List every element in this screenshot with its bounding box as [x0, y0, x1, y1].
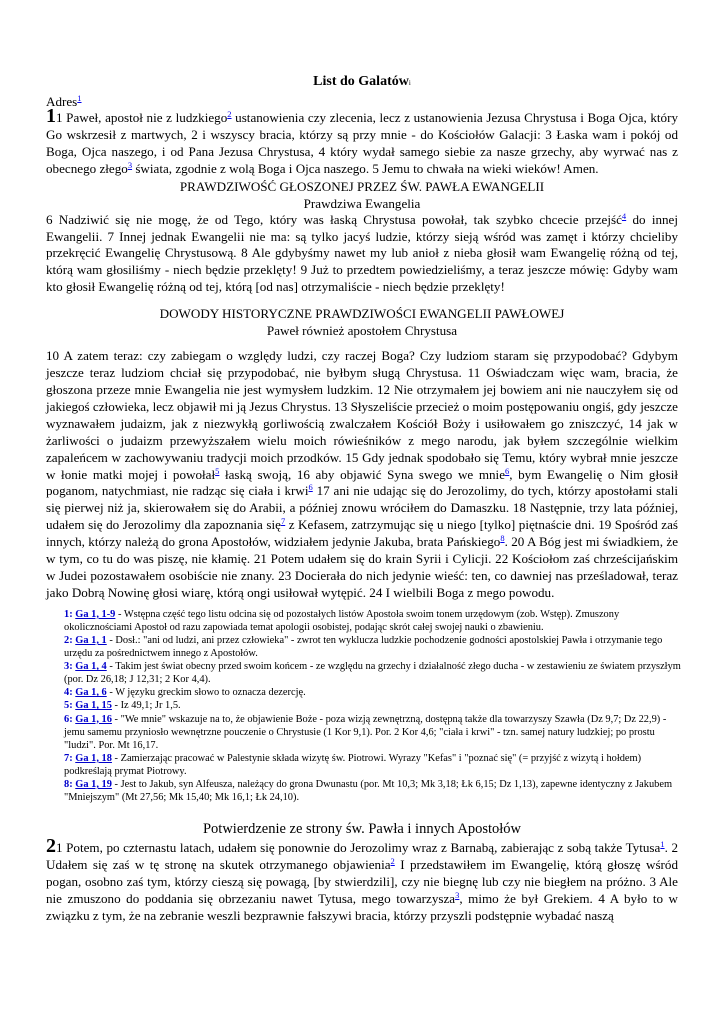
verse-text: 6 Nadziwić się nie mogę, że od Tego, który was łaską Chrystusa powołał, tak szybko chcecie przejść	[46, 211, 622, 227]
footnote-number: 1:	[64, 608, 73, 620]
footnote-reference-link[interactable]: Ga 1, 1-9	[75, 608, 116, 620]
footnote-reference-link[interactable]: Ga 1, 19	[75, 778, 112, 790]
section-subheading-2: Paweł również apostołem Chrystusa	[266, 323, 458, 339]
verse-text: , bym Ewangelię o Nim głosił poganom, natychmiast, nie radząc się ciała i krwi	[46, 466, 678, 499]
verse-text: 17 ani nie udając się do Jerozolimy, do tych, którzy apostołami stali się pierwej niż ja, skierowałem się do Arabii, a później znowu wróciłem do Damaszku. 18 Następnie, trzy lata później, udałem się do Jerozolimy dla zapoznania się	[46, 483, 678, 533]
chapter2-verses	[46, 835, 679, 925]
footnote-link-ch2-1[interactable]: 1	[660, 839, 665, 850]
footnote-text: - Iz 49,1; Jr 1,5.	[111, 700, 181, 712]
verse-text: . 2 Udałem się zaś w tę stronę na skutek otrzymanego objawienia	[46, 840, 678, 873]
chapter1-number: 1	[46, 105, 56, 127]
footnote-link-6[interactable]: 6	[505, 465, 510, 476]
footnote-number: 4:	[64, 687, 73, 699]
footnote-link-7[interactable]: 7	[280, 516, 286, 527]
footnote	[64, 778, 682, 804]
verse-text: . 20 A Bóg jest mi świadkiem, że w tym, co tu do was piszę, nie kłamię. 21 Potem udałem się do krain Syrii i Cylicji. 22 Kościołom zaś chrześcijańskim w Judei pozostawałem osobiście nie znany. 23 Docierała do nich jedynie wieść: ten, co dawniej nas prześladował, teraz jako Dobrą Nowinę głosi wiarę, którą ongi usiłował wytępić. 24 I wielbili Boga z mego powodu.	[46, 534, 679, 600]
footnote-text: - Dosł.: "ani od ludzi, ani przez człowieka" - zwrot ten wyklucza ludzkie pochodzenie godności apostolskiej Pawła i otrzymanie tego urzędu za pośrednictwem innego z Apostołów.	[64, 634, 663, 660]
footnote-number: 6:	[64, 713, 73, 725]
footnote-text: - W języku greckim słowo to oznacza dezercję.	[106, 687, 306, 699]
footnote-text: - Zamierzając pracować w Palestynie składa wizytę św. Piotrowi. Wyrazy "Kefas" i "poznać się" (= przyjść z wizytą i hołdem) podkreślają prymat Piotrowy.	[64, 752, 642, 777]
footnote-link-6b[interactable]: 6	[308, 482, 313, 493]
section-heading-2: DOWODY HISTORYCZNE PRAWDZIWOŚCI EWANGELII PAWŁOWEJ	[159, 306, 565, 322]
footnote-number: 3:	[64, 661, 73, 673]
chapter1-intro	[46, 105, 679, 178]
footnote-reference-link[interactable]: Ga 1, 4	[75, 661, 107, 673]
verse-text: z Kefasem, zatrzymując się u niego [tylko] piętnaście dni. 19 Spośród zaś innych, którzy należą do grona Apostołów, widziałem jedynie Jakuba, brata Pańskiego	[46, 517, 678, 550]
footnote-link-ch2-3[interactable]: 3	[455, 889, 460, 900]
verse-text: 1 Potem, po czternastu latach, udałem się ponownie do Jerozolimy wraz z Barnabą, zabierając z sobą także Tytusa	[56, 840, 661, 856]
title-mark: i	[408, 79, 411, 87]
verse-text: 1 Paweł, apostoł nie z ludzkiego	[56, 110, 228, 125]
footnote-text: - Jest to Jakub, syn Alfeusza, należący do grona Dwunastu (por. Mt 10,3; Mk 3,18; Łk 6,15; Dz 1,13), zapewne identyczny z Jakubem "Mniejszym" (Mt 27,56; Mk 15,40; Mk 16,1; Łk 24,10).	[64, 778, 673, 804]
verse-text: ustanowienia czy zlecenia, lecz z ustanowienia Jezusa Chrystusa i Boga Ojca, który Go wskrzesił z martwych, 2 i wszyscy bracia, którzy są przy mnie - do Kościołów Galacji: 3 Łaska wam i pokój od Boga, Ojca naszego, i od Pana Jezusa Chrystusa, 4 który wydał samego siebie za nasze grzechy, aby wyrwać nas z obecnego złego	[46, 110, 679, 176]
footnote-number: 2:	[64, 634, 73, 646]
footnote-reference-link[interactable]: Ga 1, 16	[75, 713, 112, 725]
verse-text: I przedstawiłem im Ewangelię, którą głoszę wśród pogan, osobno zaś tym, którzy cieszą się powagą, [by stwierdzili], czy nie biegnę lub czy nie biegłem na próżno. 3 Ale nie zmuszono do poddania się obrzezaniu nawet Tytusa, mego towarzysza	[46, 857, 679, 906]
footnote-number: 8:	[64, 778, 73, 790]
footnote	[64, 699, 682, 712]
footnote-text: - "We mnie" wskazuje na to, że objawienie Boże - poza wizją zewnętrzną, dostępną także dla towarzyszy Szawła (Dz 9,7; Dz 22,9) - jemu samemu przyniosło wewnętrzne pouczenie o Chrystusie (1 Kor 9,1). Por. 2 Kor 4,6; "ciała i krwi" - tzn. samej natury ludzkiej; po prostu "ludzi". Por. Mt 16,17.	[64, 713, 667, 751]
verse-text: świata, zgodnie z wolą Boga i Ojca naszego. 5 Jemu to chwała na wieki wieków! Amen.	[132, 160, 599, 176]
footnote	[64, 660, 682, 686]
footnote	[64, 608, 682, 634]
verse-text: do innej Ewangelii. 7 Innej jednak Ewangelii nie ma: są tylko jacyś ludzie, którzy sieją wśród was zamęt i którzy chcieliby przekręcić Ewangelię Chrystusową. 8 Ale gdybyśmy nawet my lub anioł z nieba głosił wam Ewangelię różną od tej, którą wam głosiliśmy - niech będzie przeklęty! 9 Już to przedtem powiedzieliśmy, a teraz jeszcze mówię: Gdyby wam kto głosił Ewangelię różną od tej, którą [od nas] otrzymaliście - niech będzie przeklęty!	[46, 211, 678, 295]
document-title	[46, 74, 678, 91]
footnote-number: 5:	[64, 700, 73, 712]
verse-text: 10 A zatem teraz: czy zabiegam o względy ludzi, czy raczej Boga? Czy ludziom staram się przypodobać? Gdybym jeszcze teraz ludziom chciał się przypodobać, nie byłbym sługą Chrystusa. 11 Oświadczam więc wam, bracia, że głoszona przeze mnie Ewangelia nie jest wymysłem ludzkim. 12 Nie otrzymałem jej bowiem ani nie nauczyłem się od jakiegoś człowieka, lecz objawił mi ją Jezus Chrystus. 13 Słyszeliście przecież o moim postępowaniu ongiś, gdy jeszcze wyznawałem judaizm, jak z niezwykłą gorliwością zwalczałem Kościół Boży i usiłowałem go zniszczyć, 14 jak w żarliwości o judaizm przewyższałem wielu moich rówieśników z mego narodu, jak byłem szczególnie wielkim zapaleńcem w zachowywaniu tradycji moich przodków. 15 Gdy jednak spodobało się Temu, który wybrał mnie jeszcze w łonie matki mojej i powołał	[46, 348, 678, 482]
document-page	[46, 74, 681, 925]
footnote-reference-link[interactable]: Ga 1, 15	[75, 700, 112, 712]
footnote	[64, 752, 682, 778]
section-heading-1: PRAWDZIWOŚĆ GŁOSZONEJ PRZEZ ŚW. PAWŁA EWANGELII	[179, 178, 545, 194]
footnotes-list	[64, 608, 682, 804]
footnote	[64, 686, 682, 699]
footnote	[64, 713, 682, 752]
footnote-link-ch2-2[interactable]: 2	[390, 856, 395, 867]
section-subheading-1: Prawdziwa Ewangelia	[303, 195, 421, 211]
footnote-reference-link[interactable]: Ga 1, 18	[75, 752, 112, 764]
footnote-reference-link[interactable]: Ga 1, 1	[75, 634, 107, 646]
footnote-link-3[interactable]: 3	[127, 159, 133, 170]
verses-6-9	[46, 212, 678, 297]
footnote-link-2[interactable]: 2	[227, 109, 232, 119]
verse-text: , mimo że był Grekiem. 4 A było to w związku z tym, że na zebranie weszli bezprawnie fałszywi bracia, którzy przyszli podstępnie wybadać naszą	[46, 890, 679, 923]
footnote-link-4[interactable]: 4	[621, 210, 627, 221]
footnote-link-5[interactable]: 5	[215, 465, 220, 476]
footnote-text: - Takim jest świat obecny przed swoim końcem - ze względu na grzechy i działalność złego ducha - w zestawieniu ze światem przyszłym (por. Dz 26,18; J 12,31; 2 Kor 4,4).	[64, 661, 681, 686]
footnote-reference-link[interactable]: Ga 1, 6	[75, 687, 107, 699]
footnote-text: - Wstępna część tego listu odcina się od pozostałych listów Apostoła swoim tonem urzędowym (zob. Wstęp). Zmuszony okolicznościami Apostoł od razu zapowiada temat apologii osobistej, podając skrót całej swojej nauki o zbawieniu.	[64, 608, 620, 633]
address-label: Adres	[46, 94, 78, 109]
address-footnote-link[interactable]: 1	[77, 93, 82, 103]
footnote-number: 7:	[64, 752, 73, 764]
footnote	[64, 634, 682, 660]
footnote-link-8[interactable]: 8	[500, 533, 505, 544]
verse-text: łaską swoją, 16 aby objawić Syna swego we mnie	[219, 466, 506, 482]
address-heading	[46, 93, 678, 110]
chapter2-heading: Potwierdzenie ze strony św. Pawła i innych Apostołów	[202, 821, 521, 838]
verses-10-24	[46, 348, 678, 602]
title-text: List do Galatów	[313, 74, 409, 89]
chapter2-number: 2	[46, 835, 56, 858]
